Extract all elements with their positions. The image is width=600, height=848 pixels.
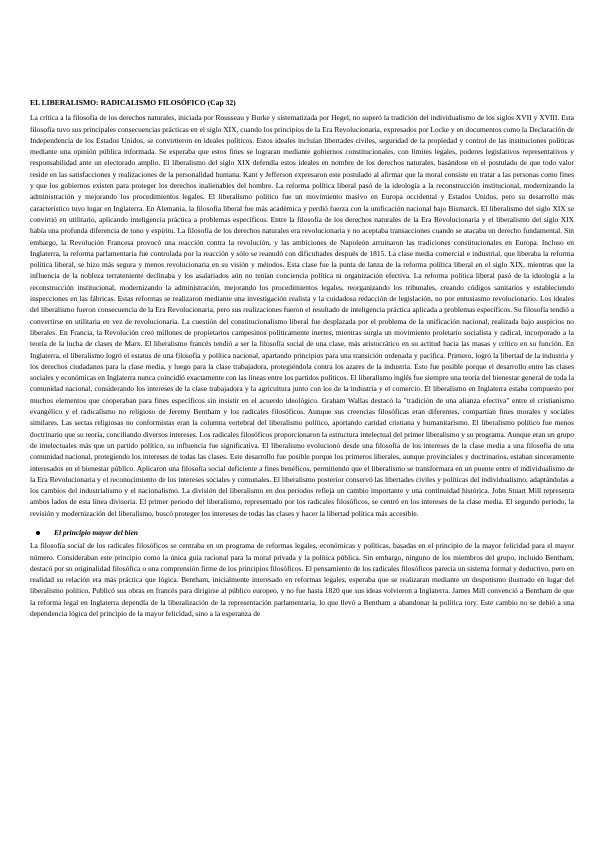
bullet-icon <box>36 531 40 535</box>
body-paragraph-intro: La crítica a la filosofía de los derechos naturales, iniciada por Rousseau y Burke y sistematizada por Hegel, no superó la tradición del individualismo de los siglos XVII y XVIII. Esta filosofía tuvo sus principales consecuencias prácticas en el siglo XIX, cuando los principios de la Era Revolucionaria, expresados por Locke y en documentos como la Declaración de Independencia de los Estados Unidos, se convirtieron en ideales políticos. Estos ideales incluían libertades civiles, seguridad de la propiedad y control de las instituciones políticas mediante una opinión pública informada. Se esperaba que estos fines se lograran mediante gobiernos constitucionales, con límites legales, poderes legislativos representativos y responsabilidad ante un electorado amplio. El liberalismo del siglo XIX defendía estos ideales en nombre de los derechos naturales, basándose en el postulado de que todo valor reside en las satisfacciones y realizaciones de la personalidad humana. Kant y Jefferson expresaron este postulado al afirmar que la moral consiste en tratar a las personas como fines y que los gobiernos existen para proteger los derechos inalienables del hombre. La reforma política liberal pasó de la ideología a la reconstrucción institucional, modernizando la administración y mejorando los procedimientos legales. El liberalismo político fue un movimiento masivo en Europa occidental y Estados Unidos, pero su desarrollo más característico tuvo lugar en Inglaterra. En Alemania, la filosofía liberal fue más académica y perdió fuerza con la unificación nacional bajo Bismarck. El liberalismo del siglo XIX se convirtió en utilitario, aplicando inteligencia práctica a problemas específicos. Entre la filosofía de los derechos naturales de la Era Revolucionaria y el liberalismo del siglo XIX había una profunda diferencia de tono y espíritu. La filosofía de los derechos naturales era revolucionaria y no aceptaba transacciones cuando se atacaba un derecho fundamental. Sin embargo, la Revolución Francesa provocó una reacción contra la revolución, y las ambiciones de Napoleón arruinaron las tradiciones constitucionales en Europa. Incluso en Inglaterra, la reforma parlamentaria fue controlada por la reacción y sólo se reanudó con dificultades después de 1815. La clase media comercial e industrial, que liberaba la reforma política liberal, se hizo más segura y menos revolucionaria en su visión y métodos. Esta clase fue la punta de lanza de la reforma política liberal en el siglo XIX, mientras que la influencia de la nobleza terrateniente declinaba y los asalariados aún no tenían conciencia política ni organización efectiva. La reforma política liberal pasó de la ideología a la reconstrucción institucional, modernizando la administración, mejorando los procedimientos legales, reorganizando los tribunales, creando códigos sanitarios y estableciendo inspecciones en las fábricas. Estas reformas se realizaron mediante una investigación realista y la cuidadosa redacción de legislación, no por entusiasmo revolucionario. Los ideales del liberalismo fueron consecuencia de la Era Revolucionaria, pero sus realizaciones fueron el resultado de inteligencia práctica aplicada a problemas específicos. Su filosofía tendió a convertirse en utilitaria en vez de revolucionaria. La cuestión del constitucionalismo liberal fue desplazada por el problema de la unificación nacional, realizada bajo auspicios no liberales. En Francia, la Revolución creó millones de propietarios campesinos políticamente inertes, mientras surgía un movimiento proletario socialista y radical, incorporado a la teoría de la lucha de clases de Marx. El liberalismo francés tendió a ser la filosofía social de una clase, más aristocrático en su actitud hacia las masas y crítico en su función. En Inglaterra, el liberalismo logró el estatus de una filosofía y política nacional, apartando principios para una transición ordenada y pacífica. Primero, logró la libertad de la industria y los derechos ciudadanos para la clase media, y luego para la clase trabajadora, protegiéndola contra los azares de la industria. Esto fue posible porque el desarrollo entre las clases sociales y económicas en Inglaterra nunca coincidió exactamente con las líneas entre los partidos políticos. El liberalismo inglés fue siempre una teoría del bienestar general de toda la comunidad nacional, considerando los intereses de la clase trabajadora y la agricultura junto con los de la industria y el comercio. El liberalismo en Inglaterra estaba compuesto por muchos elementos que cooperaban para fines específicos sin insistir en el acuerdo ideológico. Graham Wallas destacó la "tradición de una alianza efectiva" entre el cristianismo evangélico y el radicalismo no religioso de Jeremy Bentham y los radicales filosóficos. Aunque sus creencias filosóficas eran diferentes, compartían fines morales y sociales similares. Las sectas religiosas no conformistas eran la columna vertebral del liberalismo político, aportando caridad cristiana y humanitarismo. El liberalismo político fue menos doctrinario que su teoría, conciliando diversos intereses. Los radicales filosóficos proporcionaron la estructura intelectual del primer liberalismo y su programa. Aunque eran un grupo de intelectuales más que un partido político, su influencia fue significativa. El liberalismo evolucionó desde una filosofía de los intereses de la clase media a una filosofía de una comunidad nacional, protegiendo los intereses de todas las clases. Este desarrollo fue posible porque los primeros liberales, aunque provinciales y doctrinarios, estaban sinceramente interesados en el bienestar público. Aplicaron una filosofía social deficiente a fines benéficos, permitiendo que el liberalismo se transformara en un puente entre el individualismo de la Era Revolucionaria y el reconocimiento de los intereses sociales y comunales. El liberalismo posterior conservó las libertades civiles y políticas del individualismo, adaptándolas a los cambios del industrialismo y el nacionalismo. La división del liberalismo en dos periodos refleja un cambio importante y una continuidad histórica. John Stuart Mill representa ambos lados de esta línea divisoria. El primer periodo del liberalismo, representado por los radicales filosóficos, se centró en los intereses de la clase media. El segundo periodo, la revisión y modernización del liberalismo, buscó proteger los intereses de todas las clases y hacer la libertad política más accesible. <box>30 113 574 518</box>
section-heading-label: El principio mayor del bien <box>54 527 138 537</box>
section-heading <box>36 527 574 538</box>
document-title: EL LIBERALISMO: RADICALISMO FILOSÓFICO (Cap 32) <box>30 98 236 107</box>
document-page <box>30 97 574 619</box>
body-paragraph-principle: La filosofía social de los radicales filosóficos se centraba en un programa de reformas legales, económicas y políticas, basadas en el principio de la mayor felicidad para el mayor número. Consideraban este principio como la única guía racional para la moral privada y la política pública. Sin embargo, ninguno de los miembros del grupo, incluido Bentham, destacó por su originalidad filosófica o una comprensión firme de los principios filosóficos. El pensamiento de los radicales filosóficos parecía un sistema formal y deductivo, pero en realidad su relación era más práctica que lógica. Bentham, inicialmente interesado en reformas legales, esperaba que se realizaran mediante un despotismo ilustrado en lugar del liberalismo político. Publicó sus obras en francés para dirigirse al público europeo, y no fue hasta 1820 que sus ideas volvieron a Inglaterra. James Mill convenció a Bentham de que la reforma legal en Inglaterra dependía de la liberalización de la representación parlamentaria, lo que llevó a Bentham a abandonar la política tory. Este cambio no se debió a una dependencia lógica del principio de la mayor felicidad, sino a la esperanza de <box>30 541 574 619</box>
